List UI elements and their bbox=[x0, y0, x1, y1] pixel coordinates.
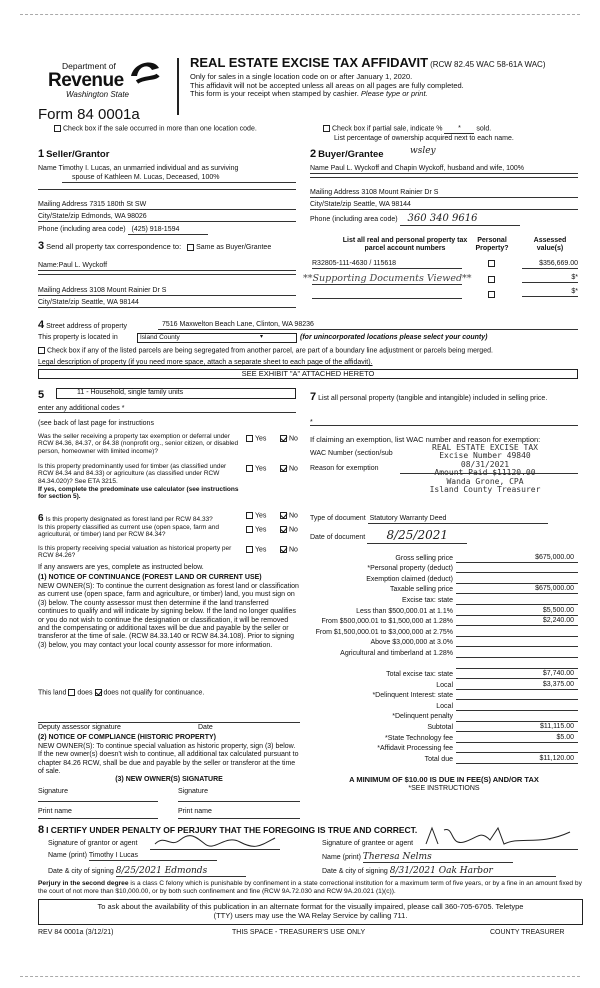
grantee-date-label: Date & city of signing bbox=[322, 868, 388, 875]
parcel-row-2-value[interactable]: $* bbox=[522, 274, 578, 283]
q-historic-yes-checkbox[interactable] bbox=[246, 546, 253, 553]
legal-desc-label: Legal description of property (if you need more space, attach a separate sheet to each page of the affidavit). bbox=[38, 359, 373, 366]
partial-sale-checkbox[interactable] bbox=[323, 125, 330, 132]
calc-row-value[interactable]: $2,240.00 bbox=[456, 617, 578, 626]
doc-date-label: Date of document bbox=[310, 534, 366, 541]
calc-row-label: Gross selling price bbox=[395, 554, 453, 562]
grantor-signature-scribble bbox=[150, 834, 280, 848]
calc-row-label: From $1,500,000.01 to $3,000,000 at 2.75% bbox=[315, 628, 453, 636]
dept-line2: Revenue bbox=[48, 69, 124, 91]
perjury-text: is a class C felony which is punishable by confinement in a state correctional institution for a maximum term of five years, or by a fine in an amount fixed by the court of not more than $10,000.00, or by both such confinement and fine (RCW 9A.72.030 and RCW 9A.20.021 (1)(c)). bbox=[38, 880, 582, 895]
owner1-printname-line[interactable] bbox=[38, 818, 158, 819]
chevron-down-icon: ▾ bbox=[260, 334, 264, 340]
buyer-name-label: Name bbox=[310, 165, 329, 172]
buyer-number: 2 bbox=[310, 148, 317, 160]
corr-addr-label: Mailing Address bbox=[38, 287, 88, 294]
grantor-date-label: Date & city of signing bbox=[48, 868, 114, 875]
parcels-head-1b: parcel account numbers bbox=[364, 245, 446, 253]
calc-row-value[interactable] bbox=[456, 572, 578, 573]
note-2: This affidavit will not be accepted unless all areas on all pages are fully completed. bbox=[190, 80, 464, 90]
q-current-use-yes-checkbox[interactable] bbox=[246, 526, 253, 533]
corr-name-field[interactable]: Paul L. Wyckoff bbox=[58, 262, 108, 269]
county-select-value: Island County bbox=[140, 334, 180, 341]
q-forest-no-label: No bbox=[289, 512, 298, 520]
q-current-use-no-label: No bbox=[289, 526, 298, 534]
corr-addr-field[interactable]: 3108 Mount Rainier Dr S bbox=[89, 287, 167, 294]
calc-row-value[interactable]: $11,120.00 bbox=[456, 755, 578, 764]
parcel-row-1-number[interactable]: R32805-111-4630 / 115618 bbox=[312, 260, 462, 269]
doc-date-field[interactable]: 8/25/2021 bbox=[367, 529, 467, 544]
grantor-name-field[interactable]: Timothy I Lucas bbox=[89, 852, 217, 861]
calc-row-value[interactable] bbox=[456, 752, 578, 753]
calc-row-value[interactable]: $5.00 bbox=[456, 734, 578, 743]
dor-logo bbox=[48, 62, 173, 99]
q-forest-text: Is this property designated as forest land per RCW 84.33? bbox=[45, 516, 213, 523]
seller-phone-label: Phone (including area code) bbox=[38, 226, 126, 233]
q-timber-text: Is this property predominantly used for timber (as classified under RCW 84.34 and 84.33) or agriculture (as classified under RCW 84.34.020)? See ETA 3215. bbox=[38, 463, 227, 485]
calc-row-label: *State Technology fee bbox=[385, 734, 453, 742]
calc-row bbox=[310, 616, 578, 627]
seller-addr-label: Mailing Address bbox=[38, 201, 88, 208]
calc-row-value[interactable] bbox=[456, 668, 578, 669]
q-timber-note: If yes, complete the predominate use calculator (see instructions for section 5). bbox=[38, 486, 239, 501]
calc-row bbox=[310, 637, 578, 648]
grantee-signature-scribble bbox=[420, 826, 578, 848]
note-3b: Please type or print. bbox=[360, 89, 428, 99]
same-as-buyer-checkbox[interactable] bbox=[187, 244, 194, 251]
see-back-note: (see back of last page for instructions bbox=[38, 420, 154, 427]
q-timber-no-checkbox[interactable] bbox=[280, 465, 287, 472]
calc-row bbox=[310, 732, 578, 743]
calc-row-label: *Personal property (deduct) bbox=[367, 565, 453, 573]
deputy-signature-line[interactable] bbox=[38, 722, 300, 723]
buyer-city-field[interactable]: Seattle, WA 98144 bbox=[353, 201, 411, 208]
calc-row-value[interactable] bbox=[456, 583, 578, 584]
q-historic-yes-label: Yes bbox=[255, 546, 267, 554]
sec7-number: 7 bbox=[310, 391, 317, 403]
calc-row-value[interactable]: $675,000.00 bbox=[456, 554, 578, 563]
q-forest-yes-label: Yes bbox=[255, 512, 267, 520]
parcel-row-3-number[interactable] bbox=[312, 298, 462, 299]
q-exemption-text: Was the seller receiving a property tax exemption or deferral under RCW 84.36, 84.37, or 84.38 (nonprofit org., senior citizen, or disabled person, homeowner with limited income)? bbox=[38, 433, 239, 455]
grantor-name-label: Name (print) bbox=[48, 852, 87, 859]
dept-line3: Washington State bbox=[66, 89, 130, 99]
land-doesnot-label: does not qualify for continuance. bbox=[103, 689, 205, 697]
deputy-date-label: Date bbox=[198, 724, 213, 731]
q-forest-no-checkbox[interactable] bbox=[280, 512, 287, 519]
supporting-docs-overlay: **Supporting Documents Viewed** bbox=[303, 273, 472, 284]
county-select[interactable] bbox=[137, 333, 297, 343]
addl-codes-field[interactable]: * bbox=[121, 405, 125, 412]
calc-row-label: Taxable selling price bbox=[389, 586, 453, 594]
footer-rev: REV 84 0001a (3/12/21) bbox=[38, 929, 114, 936]
use-code-select[interactable] bbox=[56, 388, 296, 399]
calc-row-label: Less than $500,000.01 at 1.1% bbox=[356, 607, 453, 615]
buyer-line-extra bbox=[310, 177, 578, 178]
buyer-city-label: City/State/zip bbox=[310, 201, 352, 208]
grantee-name-label: Name (print) bbox=[322, 854, 361, 861]
q-timber-no-label: No bbox=[289, 465, 298, 473]
land-label: This land bbox=[38, 689, 67, 697]
buyer-addr-label: Mailing Address bbox=[310, 189, 360, 196]
reason-label: Reason for exemption bbox=[310, 465, 379, 472]
seller-heading: Seller/Grantor bbox=[46, 149, 110, 160]
corr-heading: Send all property tax correspondence to: bbox=[46, 242, 182, 251]
calc-row-value[interactable]: $5,500.00 bbox=[456, 607, 578, 616]
uninc-note: (for unincorporated locations please select your county) bbox=[300, 334, 488, 341]
partial-sale-label: Check box if partial sale, indicate % bbox=[332, 125, 443, 133]
calc-row-value[interactable]: $675,000.00 bbox=[456, 585, 578, 594]
seller-city-label: City/State/zip bbox=[38, 213, 80, 220]
owner-signature-heading: (3) NEW OWNER(S) SIGNATURE bbox=[115, 776, 223, 783]
owner1-signature-label: Signature bbox=[38, 788, 68, 795]
parcels-head-2b: Property? bbox=[475, 245, 509, 253]
q-exemption-no-checkbox[interactable] bbox=[280, 435, 287, 442]
calc-row bbox=[310, 594, 578, 605]
calc-row bbox=[310, 658, 578, 669]
perjury-note bbox=[38, 880, 583, 896]
accessibility-box bbox=[38, 899, 583, 925]
if-yes-note: If any answers are yes, complete as instructed below. bbox=[38, 564, 204, 571]
multi-location-checkbox[interactable] bbox=[54, 125, 61, 132]
calc-row bbox=[310, 690, 578, 701]
grantee-signature-label: Signature of grantee or agent bbox=[322, 840, 414, 847]
calc-row bbox=[310, 573, 578, 584]
use-code-value: 11 - Household, single family units bbox=[77, 389, 184, 396]
property-number: 4 bbox=[38, 319, 45, 331]
certify-text: I CERTIFY UNDER PENALTY OF PERJURY THAT THE FOREGOING IS TRUE AND CORRECT. bbox=[46, 825, 418, 835]
parcel-row-2-personal-checkbox[interactable] bbox=[488, 276, 495, 283]
calc-row bbox=[310, 669, 578, 680]
calc-row-label: Local bbox=[436, 681, 453, 689]
stamp-line-5: Wanda Grone, CPA bbox=[446, 476, 524, 486]
segregated-checkbox[interactable] bbox=[38, 347, 45, 354]
owner2-printname-label: Print name bbox=[178, 808, 212, 815]
q-timber-yes-checkbox[interactable] bbox=[246, 465, 253, 472]
q-historic-text: Is this property receiving special valuation as historical property per RCW 84.26? bbox=[38, 545, 232, 560]
seller-name-field[interactable]: Timothy I. Lucas, an unmarried individual and as surviving bbox=[58, 165, 239, 172]
partial-percent-field[interactable]: * bbox=[444, 125, 474, 134]
calc-row-value[interactable]: $7,740.00 bbox=[456, 670, 578, 679]
calc-row-label: From $500,000.01 to $1,500,000 at 1.28% bbox=[321, 618, 453, 626]
calc-row-label: Exemption claimed (deduct) bbox=[366, 575, 453, 583]
stamp-line-1: REAL ESTATE EXCISE TAX bbox=[432, 443, 538, 452]
calc-row-label: *Delinquent penalty bbox=[392, 713, 453, 721]
parcels-head-2: Personal bbox=[477, 237, 507, 244]
calc-row bbox=[310, 679, 578, 690]
calc-row bbox=[310, 722, 578, 733]
perjury-bold: Perjury in the second degree bbox=[38, 880, 129, 887]
exemption-heading: If claiming an exemption, list WAC number and reason for exemption: bbox=[310, 435, 541, 444]
corr-city-field[interactable]: Seattle, WA 98144 bbox=[81, 299, 139, 306]
calc-row-label: Total excise tax: state bbox=[386, 671, 453, 679]
footer-county-treasurer: COUNTY TREASURER bbox=[490, 929, 565, 936]
seller-addr-field[interactable]: 7315 180th St SW bbox=[89, 201, 147, 208]
grantee-name-field[interactable]: Theresa Nelms bbox=[363, 852, 513, 863]
seller-name-label: Name bbox=[38, 165, 57, 172]
note-1: Only for sales in a single location code on or after January 1, 2020. bbox=[190, 71, 413, 81]
scan-edge-top bbox=[20, 14, 580, 15]
addl-codes-label: enter any additional codes bbox=[38, 405, 120, 412]
grantor-signature-field[interactable] bbox=[150, 840, 280, 850]
owner1-printname-label: Print name bbox=[38, 808, 72, 815]
accessibility-line-2: (TTY) users may use the WA Relay Service by calling 711. bbox=[213, 910, 408, 920]
property-address-field[interactable]: 7516 Maxwelton Beach Lane, Clinton, WA 98236 bbox=[158, 321, 578, 330]
owner2-printname-line[interactable] bbox=[178, 818, 300, 819]
parcel-row-3-personal-checkbox[interactable] bbox=[488, 291, 495, 298]
calc-row bbox=[310, 753, 578, 764]
stamp-line-4: Amount Paid $11120.00 bbox=[434, 468, 536, 478]
seller-line-extra bbox=[38, 189, 296, 190]
q-current-use-no-checkbox[interactable] bbox=[280, 526, 287, 533]
buyer-heading: Buyer/Grantee bbox=[318, 149, 384, 160]
seller-city-field[interactable]: Edmonds, WA 98026 bbox=[81, 213, 147, 220]
buyer-addr-field[interactable]: 3108 Mount Rainier Dr S bbox=[361, 189, 439, 196]
q-historic-no-label: No bbox=[289, 546, 298, 554]
calc-row-value[interactable] bbox=[456, 636, 578, 637]
notice1-text: NEW OWNER(S): To continue the current designation as forest land or classification as current use (open space, farm and agriculture, or timber) land, you must sign on (3) below. The county assessor must then determine if the land transferred continues to qualify and will indicate by signing below. If the land no longer qualifies or you do not wish to continue the designation or classification, it will be removed and the compensating or additional taxes will be due and payable by the seller or transferor at the time of sale. (RCW 84.33.140 or RCW 84.34.108). Prior to signing (3) below, you may contact your local county assessor for more information. bbox=[38, 583, 299, 649]
form-title-ref: (RCW 82.45 WAC 58-61A WAC) bbox=[430, 60, 546, 69]
calc-row-value[interactable] bbox=[456, 604, 578, 605]
parcel-row-2-number[interactable] bbox=[312, 284, 462, 285]
q-exemption-no-label: No bbox=[289, 435, 298, 443]
notice2-heading: (2) NOTICE OF COMPLIANCE (HISTORIC PROPERTY) bbox=[38, 734, 216, 741]
calc-row bbox=[310, 563, 578, 574]
land-does-label: does bbox=[77, 689, 93, 697]
q-historic-no-checkbox[interactable] bbox=[280, 546, 287, 553]
header-divider bbox=[177, 58, 179, 115]
wac-label: WAC Number (section/sub bbox=[310, 450, 393, 457]
land-does-checkbox[interactable] bbox=[68, 689, 75, 696]
use-code-number: 5 bbox=[38, 389, 45, 401]
calc-row bbox=[310, 647, 578, 658]
calc-row-label: *Affidavit Processing fee bbox=[377, 745, 453, 753]
q-current-use-text: Is this property classified as current use (open space, farm and agricultural, or timber) land per RCW 84.34? bbox=[38, 524, 220, 539]
stamp-line-2: Excise Number 49840 bbox=[439, 451, 531, 461]
calc-row-value[interactable] bbox=[456, 710, 578, 711]
notice1-heading: (1) NOTICE OF CONTINUANCE (FOREST LAND OR CURRENT USE) bbox=[38, 574, 262, 581]
calc-row-label: Local bbox=[436, 702, 453, 710]
dept-line1: Department of bbox=[62, 61, 116, 71]
parcels-head-1: List all real and personal property tax bbox=[342, 237, 468, 244]
calc-row bbox=[310, 700, 578, 711]
q-timber-yes-label: Yes bbox=[255, 465, 267, 473]
same-as-buyer-label: Same as Buyer/Grantee bbox=[196, 244, 272, 251]
parcels-head-3: Assessed bbox=[533, 237, 567, 244]
sec7-text: List all personal property (tangible and intangible) included in selling price. bbox=[318, 395, 548, 402]
q-current-use-yes-label: Yes bbox=[255, 526, 267, 534]
calc-row-value[interactable]: $3,375.00 bbox=[456, 681, 578, 690]
q-exemption-yes-label: Yes bbox=[255, 435, 267, 443]
addl-codes-line bbox=[38, 412, 296, 413]
grantor-date-field[interactable]: 8/25/2021 Edmonds bbox=[116, 866, 246, 877]
calc-row-label: Agricultural and timberland at 1.28% bbox=[340, 649, 453, 657]
property-located-label: This property is located in bbox=[38, 334, 118, 341]
seller-name-field-2[interactable]: spouse of Kathleen M. Lucas, Deceased, 100% bbox=[62, 174, 296, 183]
deputy-signature-label: Deputy assessor signature bbox=[38, 724, 121, 731]
calc-row-label: Subtotal bbox=[427, 724, 453, 732]
calc-row bbox=[310, 711, 578, 722]
see-instructions-note: *SEE INSTRUCTIONS bbox=[408, 785, 480, 792]
q-exemption-yes-checkbox[interactable] bbox=[246, 435, 253, 442]
stamp-line-6: Island County Treasurer bbox=[429, 484, 541, 494]
segregated-label: Check box if any of the listed parcels are being segregated from another parcel, are part of a boundary line adjustment or parcels being merged. bbox=[47, 347, 493, 355]
parcel-row-1-personal-checkbox[interactable] bbox=[488, 260, 495, 267]
buyer-phone-field[interactable]: 360 340 9616 bbox=[400, 213, 520, 226]
calc-row-label: Excise tax: state bbox=[402, 596, 453, 604]
buyer-name-field[interactable]: Paul L. Wyckoff and Chapin Wyckoff, husband and wife, 100% bbox=[330, 165, 525, 172]
calc-row-value[interactable] bbox=[456, 721, 578, 722]
corr-number: 3 bbox=[38, 240, 45, 252]
grantor-signature-label: Signature of grantor or agent bbox=[48, 840, 138, 847]
calc-row-value[interactable] bbox=[456, 657, 578, 658]
legal-desc-field[interactable]: SEE EXHIBIT "A" ATTACHED HERETO bbox=[38, 369, 578, 379]
buyer-phone-label: Phone (including area code) bbox=[310, 216, 398, 223]
scan-edge-bottom bbox=[20, 976, 580, 977]
treasurer-stamp bbox=[395, 444, 575, 494]
minimum-fee-note: A MINIMUM OF $10.00 IS DUE IN FEE(S) AND/OR TAX bbox=[349, 775, 539, 784]
calc-row bbox=[310, 584, 578, 595]
parcel-row-1-value[interactable]: $356,669.00 bbox=[522, 260, 578, 269]
calc-row bbox=[310, 605, 578, 616]
corr-city-label: City/State/zip bbox=[38, 299, 80, 306]
multi-location-label: Check box if the sale occurred in more than one location code. bbox=[63, 125, 257, 133]
q-forest-yes-checkbox[interactable] bbox=[246, 512, 253, 519]
calc-row-value[interactable] bbox=[456, 699, 578, 700]
calc-row-label: *Delinquent Interest: state bbox=[372, 692, 453, 700]
certify-number: 8 bbox=[38, 824, 45, 836]
sec6-number: 6 bbox=[38, 513, 44, 524]
partial-sold-label: sold. bbox=[476, 125, 492, 133]
calc-row bbox=[310, 743, 578, 754]
owner2-signature-label: Signature bbox=[178, 788, 208, 795]
seller-number: 1 bbox=[38, 148, 45, 160]
grantee-signature-field[interactable] bbox=[420, 840, 578, 850]
calc-row bbox=[310, 552, 578, 563]
stamp-line-3: 08/31/2021 bbox=[460, 459, 510, 469]
calc-row-label: Total due bbox=[424, 755, 453, 763]
accessibility-line-1: To ask about the availability of this publication in an alternate format for the visually impaired, please call 360-705-6705. Teletype bbox=[97, 902, 524, 911]
form-title: REAL ESTATE EXCISE TAX AFFIDAVIT bbox=[190, 55, 429, 70]
owner2-signature-line[interactable] bbox=[178, 801, 300, 802]
parcel-row-3-value[interactable]: $* bbox=[522, 288, 578, 297]
corr-name-label: Name: bbox=[38, 262, 59, 269]
calc-row-label: Above $3,000,000 at 3.0% bbox=[370, 639, 453, 647]
parcels-head-3b: value(s) bbox=[536, 245, 564, 253]
seller-phone-field[interactable]: (425) 918-1594 bbox=[128, 226, 208, 235]
land-doesnot-checkbox[interactable] bbox=[95, 689, 102, 696]
doc-type-label: Type of document bbox=[310, 515, 366, 522]
property-address-label: Street address of property bbox=[46, 323, 128, 330]
tax-calculation bbox=[310, 552, 578, 764]
sec7-line[interactable] bbox=[310, 425, 578, 426]
notice2-text: NEW OWNER(S): To continue special valuation as historic property, sign (3) below. If the new owner(s) doesn't wish to continue, all additional tax calculated pursuant to chapter 84.26 RCW, shall be due and payable by the seller or transferor at the time of sale. bbox=[38, 743, 299, 776]
corr-line-extra bbox=[38, 274, 296, 275]
calc-row-value[interactable]: $11,115.00 bbox=[456, 723, 578, 732]
note-3: This form is your receipt when stamped by cashier. bbox=[190, 89, 359, 99]
dor-swoosh-icon bbox=[128, 56, 162, 86]
owner1-signature-line[interactable] bbox=[38, 801, 158, 802]
footer-treasurer-space: THIS SPACE - TREASURER'S USE ONLY bbox=[232, 929, 366, 936]
partial-note: List percentage of ownership acquired next to each name. bbox=[334, 135, 514, 142]
doc-type-field[interactable]: Statutory Warranty Deed bbox=[368, 515, 548, 524]
sec7-bullet: * bbox=[310, 419, 313, 426]
form-number: Form 84 0001a bbox=[38, 106, 140, 123]
grantee-date-field[interactable]: 8/31/2021 Oak Harbor bbox=[390, 866, 556, 877]
calc-row-value[interactable] bbox=[456, 646, 578, 647]
calc-row bbox=[310, 626, 578, 637]
buyer-handwritten-note: wsley bbox=[410, 146, 436, 156]
